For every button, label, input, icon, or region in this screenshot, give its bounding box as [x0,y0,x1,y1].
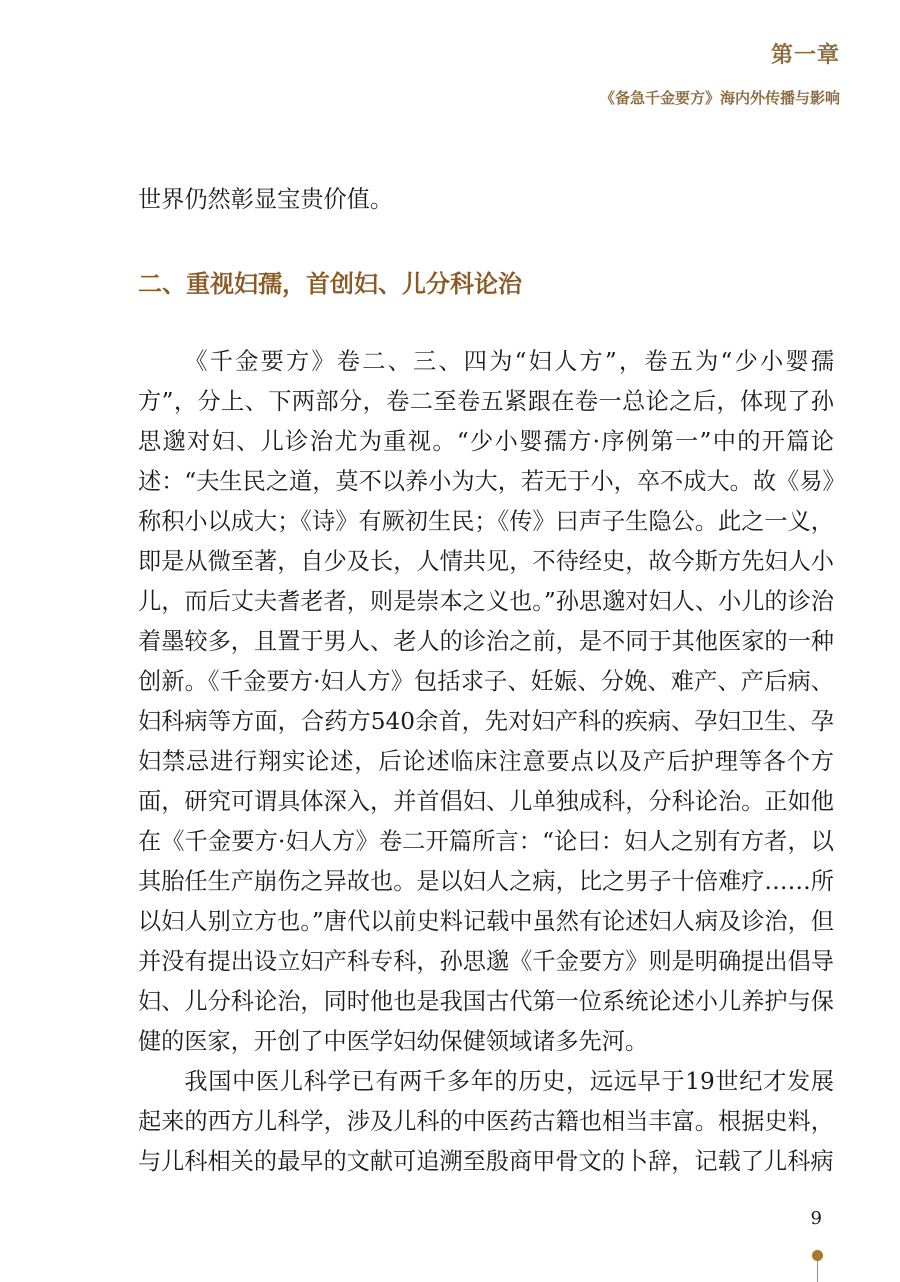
continued-paragraph: 世界仍然彰显宝贵价值。 [138,186,394,213]
body-paragraph: 我国中医儿科学已有两千多年的历史，远远早于19世纪才发展起来的西方儿科学，涉及儿科的中医药古籍也相当丰富。根据史料，与儿科相关的最早的文献可追溯至殷商甲骨文的卜辞，记载了儿科病 [138,1068,834,1175]
section-heading: 二、重视妇孺，首创妇、儿分科论治 [138,270,522,298]
page-body [138,180,834,1182]
body-paragraph: 《千金要方》卷二、三、四为“妇人方”，卷五为“少小婴孺方”，分上、下两部分，卷二至卷五紧跟在卷一总论之后，体现了孙思邈对妇、儿诊治尤为重视。“少小婴孺方·序例第一”中的开篇论述：“夫生民之道，莫不以养小为大，若无于小，卒不成大。故《易》称积小以成大；《诗》有厥初生民；《传》曰声子生隐公。此之一义，即是从微至著，自少及长，人情共见，不待经史，故今斯方先妇人小儿，而后丈夫耆老者，则是崇本之义也。”孙思邈对妇人、小儿的诊治着墨较多，且置于男人、老人的诊治之前，是不同于其他医家的一种创新。《千金要方·妇人方》包括求子、妊娠、分娩、难产、产后病、妇科病等方面，合药方540余首，先对妇产科的疾病、孕妇卫生、孕妇禁忌进行翔实论述，后论述临床注意要点以及产后护理等各个方面，研究可谓具体深入，并首倡妇、儿单独成科，分科论治。正如他在《千金要方·妇人方》卷二开篇所言：“论曰：妇人之别有方者，以其胎任生产崩伤之异故也。是以妇人之病，比之男子十倍难疗……所以妇人别立方也。”唐代以前史料记载中虽然有论述妇人病及诊治，但并没有提出设立妇产科专科，孙思邈《千金要方》则是明确提出倡导妇、儿分科论治，同时他也是我国古代第一位系统论述小儿养护与保健的医家，开创了中医学妇幼保健领域诸多先河。 [138,348,834,1055]
chapter-subtitle: 《备急千金要方》海内外传播与影响 [599,89,840,107]
page-marker-line [817,1261,818,1282]
running-header [600,42,840,108]
page-number: 9 [810,1208,822,1229]
chapter-label: 第一章 [770,43,840,68]
page-marker-dot [812,1250,823,1261]
